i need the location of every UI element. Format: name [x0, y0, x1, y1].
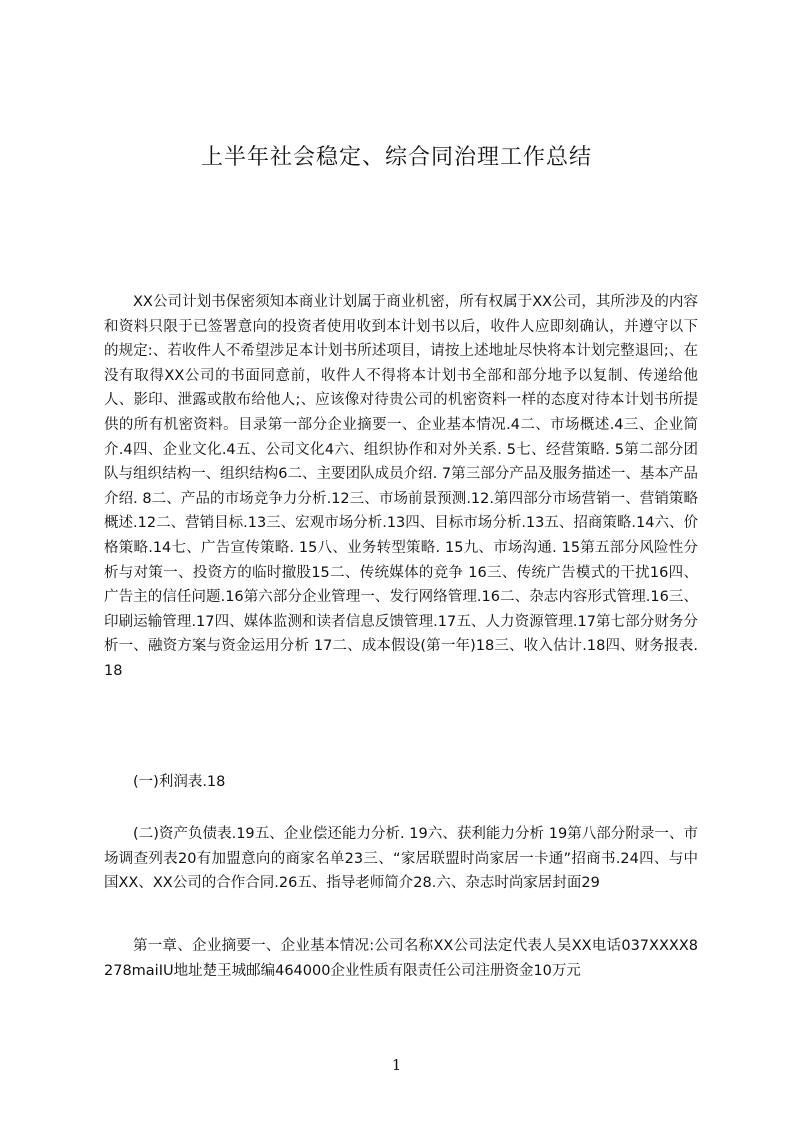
page-number: 1: [391, 1056, 402, 1074]
paragraph-chapter-one-summary: 第一章、企业摘要一、企业基本情况:公司名称XX公司法定代表人吴XX电话037XXXX8278maiIU地址楚王城邮编464000企业性质有限责任公司注册资金10万元: [104, 938, 698, 979]
paragraph-confidentiality-and-contents: XX公司计划书保密须知本商业计划属于商业机密，所有权属于XX公司，其所涉及的内容和资料只限于已签署意向的投资者使用收到本计划书以后，收件人应即刻确认，并遵守以下的规定:、若收件人不希望涉足本计划书所述项目，请按上述地址尽快将本计划完整退回;、在没有取得XX公司的书面同意前，收件人不得将本计划书全部和部分地予以复制、传递给他人、影印、泄露或散布给他人;、应该像对待贵公司的机密资料一样的态度对待本计划书所提供的所有机密资料。目录第一部分企业摘要一、企业基本情况.4二、市场概述.4三、企业简介.4四、企业文化.4五、公司文化4六、组织协作和对外关系. 5七、经营策略. 5第二部分团队与组织结构一、组织结构6二、主要团队成员介绍. 7第三部分产品及服务描述一、基本产品介绍. 8二、产品的市场竞争力分析.12三、市场前景预测.12.第四部分市场营销一、营销策略概述.12二、营销目标.13三、宏观市场分析.13四、目标市场分析.13五、招商策略.14六、价格策略.14七、广告宣传策略. 15八、业务转型策略. 15九、市场沟通. 15第五部分风险性分析与对策一、投资方的临时撤股15二、传统媒体的竞争 16三、传统广告模式的干扰16四、广告主的信任问题.16第六部分企业管理一、发行网络管理.16二、杂志内容形式管理.16三、印刷运输管理.17四、媒体监测和读者信息反馈管理.17五、人力资源管理.17第七部分财务分析一、融资方案与资金运用分析 17二、成本假设(第一年)18三、收入估计.18四、财务报表.18: [104, 294, 698, 679]
document-title: 上半年社会稳定、综合同治理工作总结: [200, 145, 592, 170]
paragraph-balance-sheet-appendix: (二)资产负债表.19五、企业偿还能力分析. 19六、获利能力分析 19第八部分附录一、市场调查列表20有加盟意向的商家名单23三、“家居联盟时尚家居一卡通”招商书.24四、与中国XX、XX公司的合作合同.26五、指导老师简介28.六、杂志时尚家居封面29: [104, 826, 698, 892]
paragraph-income-statement: (一)利润表.18: [133, 774, 226, 790]
